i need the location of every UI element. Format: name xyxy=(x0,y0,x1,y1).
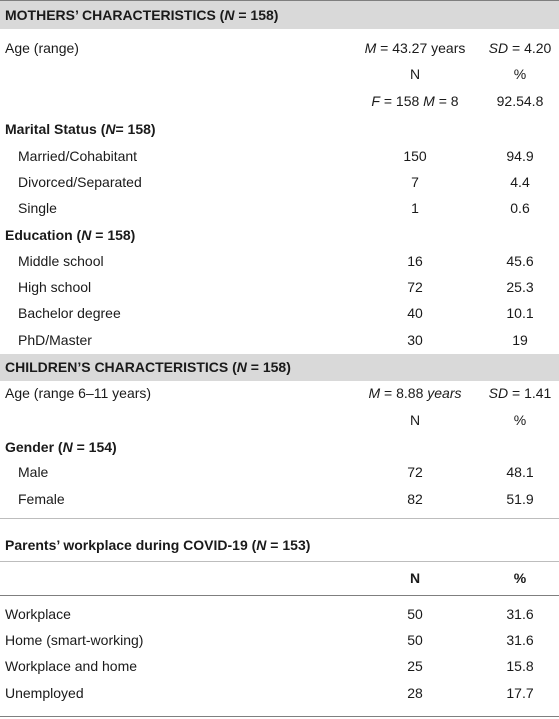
mothers-age-row xyxy=(0,35,559,61)
table-row: Unemployed 28 17.7 xyxy=(5,685,534,701)
table-row: Middle school 16 45.6 xyxy=(18,253,534,269)
children-col-n: N xyxy=(409,412,421,428)
workplace-col-pct: % xyxy=(513,570,527,586)
marital-status-header: Marital Status (N= 158) xyxy=(5,121,156,137)
mothers-age-mean: M = 43.27 years xyxy=(364,40,466,56)
workplace-header-divider xyxy=(0,561,559,562)
workplace-column-header-row xyxy=(0,565,559,591)
children-age-row xyxy=(0,380,559,406)
table-row: Married/Cohabitant 150 94.9 xyxy=(18,148,534,164)
table-bottom-rule xyxy=(0,716,559,717)
mothers-column-header-row xyxy=(0,61,559,87)
workplace-columns-rule xyxy=(0,595,559,596)
table-row: Workplace 50 31.6 xyxy=(5,606,534,622)
mothers-col-n: N xyxy=(409,66,421,82)
children-header-text: CHILDREN’S CHARACTERISTICS (N = 158) xyxy=(5,359,291,375)
table-row: PhD/Master 30 19 xyxy=(18,332,528,348)
workplace-header: Parents’ workplace during COVID-19 (N = 153) xyxy=(5,537,311,553)
mothers-age-sd: SD = 4.20 xyxy=(488,40,552,56)
table-row: Male 72 48.1 xyxy=(18,464,534,480)
education-header: Education (N = 158) xyxy=(5,227,136,243)
table-row: Bachelor degree 40 10.1 xyxy=(18,305,534,321)
section-divider xyxy=(0,518,559,519)
workplace-col-n: N xyxy=(409,570,421,586)
children-age-label: Age (range 6–11 years) xyxy=(5,385,152,401)
mothers-fm-counts: F = 158 M = 8 xyxy=(371,93,459,109)
mothers-section-header xyxy=(0,1,559,29)
table-row: Female 82 51.9 xyxy=(18,491,534,507)
mothers-col-pct: % xyxy=(513,66,527,82)
table-row: Divorced/Separated 7 4.4 xyxy=(18,174,530,190)
mothers-age-label: Age (range) xyxy=(5,40,79,56)
children-col-pct: % xyxy=(513,412,527,428)
children-section-header xyxy=(0,354,559,381)
mothers-fm-row xyxy=(0,88,559,114)
mothers-fm-pct: 92.54.8 xyxy=(496,93,544,109)
table-row: Single 1 0.6 xyxy=(18,200,530,216)
table-row: Home (smart-working) 50 31.6 xyxy=(5,632,534,648)
table-row: High school 72 25.3 xyxy=(18,279,534,295)
children-age-sd: SD = 1.41 xyxy=(488,385,552,401)
children-age-mean: M = 8.88 years xyxy=(368,385,462,401)
gender-header: Gender (N = 154) xyxy=(5,439,117,455)
table-row: Workplace and home 25 15.8 xyxy=(5,658,534,674)
mothers-header-text: MOTHERS’ CHARACTERISTICS (N = 158) xyxy=(5,7,279,23)
children-column-header-row xyxy=(0,407,559,433)
